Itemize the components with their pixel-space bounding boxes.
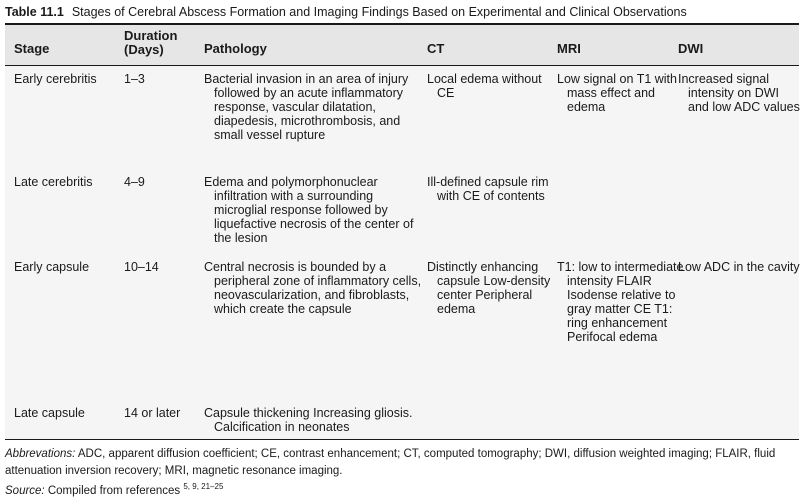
cell-duration: 10–14 <box>124 260 159 274</box>
cell-mri: T1: low to intermediate intensity FLAIR Isodense relative to gray matter CE T1: ring enhancement Perifocal edema <box>557 260 684 344</box>
cell-ct: Local edema without CE <box>427 72 542 100</box>
source-text: Compiled from references <box>47 485 181 497</box>
cell-mri: Low signal on T1 with mass effect and edema <box>557 72 677 114</box>
source-refs: 5, 9, 21–25 <box>183 482 224 492</box>
cell-pathology: Central necrosis is bounded by a peripheral zone of inflammatory cells, neovascularization, and fibroblasts, which create the capsule <box>204 260 422 316</box>
header-stage: Stage <box>14 41 50 56</box>
header-pathology: Pathology <box>204 41 267 56</box>
table-number: Table 11.1 <box>5 5 64 19</box>
cell-stage: Early cerebritis <box>14 72 97 86</box>
table-title: Stages of Cerebral Abscess Formation and Imaging Findings Based on Experimental and Clinical Observations <box>71 5 687 19</box>
cell-duration: 14 or later <box>124 406 181 420</box>
cell-duration: 1–3 <box>124 72 145 86</box>
cell-pathology: Bacterial invasion in an area of injury followed by an acute inflammatory response, vascular dilatation, diapedesis, microthrombosis, and small vessel rupture <box>204 72 409 142</box>
cell-duration: 4–9 <box>124 175 145 189</box>
header-duration-line1: Duration <box>124 28 178 43</box>
cell-pathology: Edema and polymorphonuclear infiltration with a surrounding microglial response followed by liquefactive necrosis of the center of the lesion <box>204 175 414 245</box>
header-duration <box>124 29 204 57</box>
cell-stage: Late capsule <box>14 406 85 420</box>
header-duration-line2: (Days) <box>124 42 164 57</box>
cell-ct: Distinctly enhancing capsule Low-density center Peripheral edema <box>427 260 551 316</box>
abbreviations-label: Abbrevations: <box>5 448 76 460</box>
header-dwi: DWI <box>678 41 704 56</box>
header-ct: CT <box>427 41 445 56</box>
cell-stage: Late cerebritis <box>14 175 93 189</box>
table-caption <box>5 4 687 20</box>
cell-pathology: Capsule thickening Increasing gliosis. Calcification in neonates <box>204 406 413 434</box>
header-mri: MRI <box>557 41 581 56</box>
table-body <box>5 66 799 440</box>
abbreviations-text: ADC, apparent diffusion coefficient; CE, contrast enhancement; CT, computed tomography; DWI, diffusion weighted imaging; FLAIR, fluid attenuation inversion recovery; MRI, magnetic resonance imaging. <box>5 448 776 477</box>
source-label: Source: <box>5 485 45 497</box>
cell-dwi: Increased signal intensity on DWI and low ADC values <box>678 72 800 114</box>
table-header <box>5 25 799 66</box>
source-note <box>5 483 795 500</box>
cell-stage: Early capsule <box>14 260 90 274</box>
cell-dwi: Low ADC in the cavity <box>678 260 800 274</box>
cell-ct: Ill-defined capsule rim with CE of contents <box>427 175 549 203</box>
abbreviations-note <box>5 446 795 480</box>
